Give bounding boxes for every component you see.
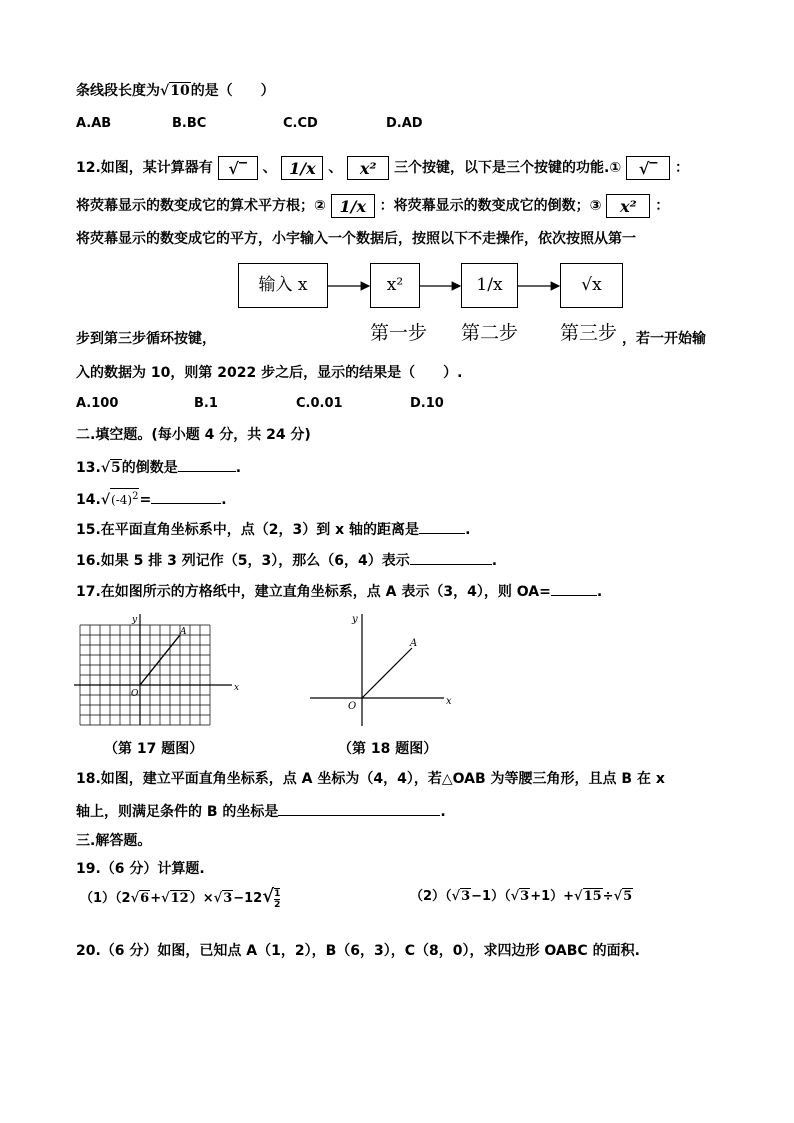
flow-input-box: 输入 x [238,263,328,308]
fig18-caption: （第 18 题图） [338,741,438,757]
q11-option-c[interactable]: C.CD [283,116,318,131]
q19-title: 19.（6 分）计算题. [76,861,205,877]
section3-heading: 三.解答题。 [76,833,152,849]
q12-line4b: ，若一开始输 [622,331,706,347]
q16-blank[interactable] [410,549,492,565]
q12-line5: 入的数据为 10，则第 2022 步之后，显示的结果是（ ）. [76,365,463,381]
q17: 17.在如图所示的方格纸中，建立直角坐标系，点 A 表示（3，4），则 OA= . [76,580,602,603]
fig18-point-a-label: A [410,638,418,649]
q13: 13.√5的倒数是 . [76,456,241,479]
step-1-label: 第一步 [370,322,428,344]
q12-option-d[interactable]: D.10 [410,396,444,411]
reciprocal-key-icon: 1/x [281,156,323,180]
fig17-caption: （第 17 题图） [104,741,204,757]
q19-part2: （2）（√3−1）（√3+1）+√15÷√5 [410,889,633,904]
q12-line3: 将荧幕显示的数变成它的平方，小宇输入一个数据后，按照以下不走操作，依次按照从第一 [76,231,636,247]
fig17-point-a-label: A [180,627,187,637]
q12-line1: 12.如图，某计算器有 √‾ 、 1/x 、 x² 三个按键，以下是三个按键的功能.① √‾ ： [76,156,689,180]
q11-option-a[interactable]: A.AB [76,116,112,131]
q12-option-b[interactable]: B.1 [194,396,218,411]
q18-line2: 轴上，则满足条件的 B 的坐标是 . [76,800,446,823]
q15: 15.在平面直角坐标系中，点（2，3）到 x 轴的距离是 . [76,518,470,541]
fig17-x-label: x [234,683,240,693]
square-key-icon-2: x² [606,194,650,218]
q12-line2: 将荧幕显示的数变成它的算术平方根；② 1/x ：将荧幕显示的数变成它的倒数；③ x² ： [76,194,669,218]
figure-18 [308,608,458,730]
fig18-x-label: x [446,696,452,707]
q11-radicand: 10 [170,83,190,99]
q17-blank[interactable] [551,580,597,596]
fig18-y-label: y [352,614,358,625]
step-3-label: 第三步 [560,322,618,344]
q11-option-d[interactable]: D.AD [386,116,423,131]
fig17-y-label: y [132,615,138,625]
flow-square-box: x² [370,263,420,308]
sqrt-key-icon-2: √‾ [626,156,670,180]
q20: 20.（6 分）如图，已知点 A（1，2），B（6，3），C（8，0），求四边形 OABC 的面积. [76,943,640,959]
q14: $14.√(-4)^2=$ . [76,488,227,511]
section2-heading: 二.填空题。(每小题 4 分，共 24 分) [76,427,311,443]
q11-option-b[interactable]: B.BC [172,116,207,131]
q12-line4a: 步到第三步循环按键， [76,331,216,347]
step-2-label: 第二步 [461,322,519,344]
sqrt-key-icon: √‾ [218,156,258,180]
figure-17 [74,612,244,727]
fig17-grid [80,625,210,725]
q13-blank[interactable] [178,456,236,472]
flow-arrows [0,0,794,330]
q18-blank[interactable] [278,800,440,816]
q15-blank[interactable] [419,518,465,534]
q16: 16.如果 5 排 3 列记作（5，3），那么（6，4）表示 . [76,549,497,572]
fig18-segment-oa [362,648,412,698]
fig18-origin-label: O [348,701,357,712]
q12-option-c[interactable]: C.0.01 [296,396,343,411]
square-key-icon: x² [347,156,389,180]
reciprocal-key-icon-2: 1/x [331,194,375,218]
q11-stem: 条线段长度为√10的是（ ） [76,83,275,99]
q12-option-a[interactable]: A.100 [76,396,119,411]
q19-part1: （1）（2√6+√12）×√3−12√ $\frac{1}{2}$ [80,886,281,910]
flow-reciprocal-box: 1/x [461,263,518,308]
q14-blank[interactable] [151,488,221,504]
q18-line1: 18.如图，建立平面直角坐标系，点 A 坐标为（4，4），若△OAB 为等腰三角形，且点 B 在 x [76,771,665,787]
fig17-origin-label: O [131,689,139,699]
flow-sqrt-box: √x [560,263,623,308]
